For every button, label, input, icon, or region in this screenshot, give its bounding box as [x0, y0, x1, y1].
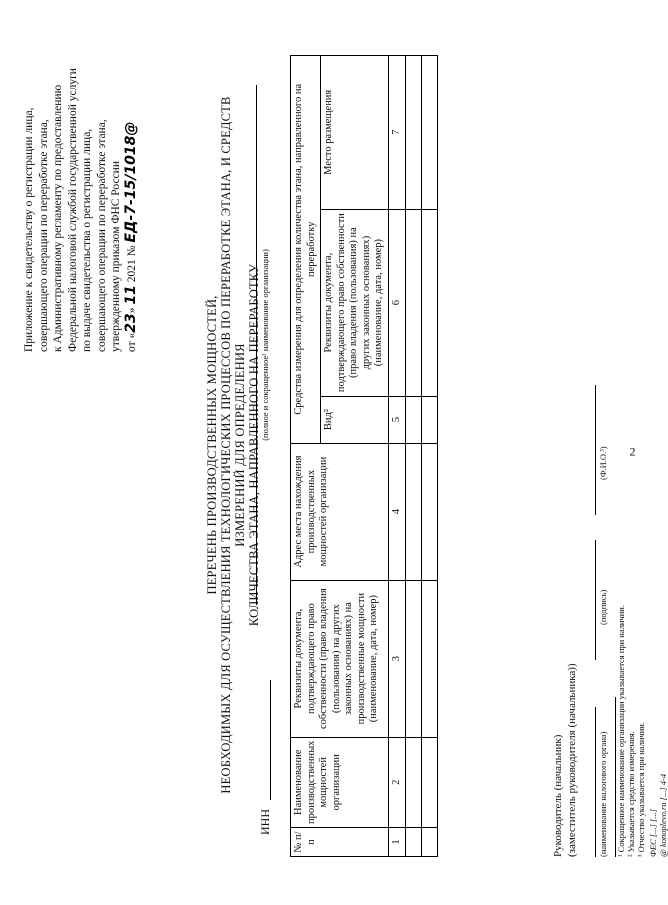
table-cell [406, 56, 422, 210]
title-line: НЕОБХОДИМЫХ ДЛЯ ОСУЩЕСТВЛЕНИЯ ТЕХНОЛОГИЧЕСКИХ ПРОЦЕССОВ ПО ПЕРЕРАБОТКЕ ЭТАНА, И СРЕДСТВ ИЗМЕРЕНИЙ ДЛЯ ОПРЕДЕЛЕНИЯ [219, 96, 247, 794]
table-row [422, 56, 438, 857]
table-cell [406, 737, 422, 827]
table-cell [422, 443, 438, 580]
table-row [406, 56, 422, 857]
th-num: № п/п [291, 828, 389, 857]
stamp-line: @ konoplevo.ru [...] 4-4 [658, 773, 668, 857]
date-year: 2021 № [125, 245, 138, 283]
title-line: ПЕРЕЧЕНЬ ПРОИЗВОДСТВЕННЫХ МОЩНОСТЕЙ, [205, 295, 219, 595]
stamp-line: ФЕС [...] [...] [648, 809, 658, 857]
appendix-line: Федеральной налоговой службой государственной услуги [66, 68, 79, 352]
appendix-line: по выдаче свидетельства о регистрации лица, [81, 128, 93, 352]
date-day-handwritten: 23 [122, 313, 139, 333]
tax-org-note: (наименование налогового органа) [598, 731, 608, 857]
date-number-handwritten: ЕД-7-15/1018@ [122, 121, 139, 243]
colnum-cell: 3 [388, 580, 406, 737]
appendix-line: совершающего операции по переработке этана, [37, 119, 50, 352]
table-header-row [291, 56, 321, 857]
page-number: 2 [629, 444, 636, 459]
sign-deputy: (заместитель руководителя (начальника)) [566, 663, 578, 857]
title-line: КОЛИЧЕСТВА ЭТАНА, НАПРАВЛЕННОГО НА ПЕРЕРАБОТКУ [247, 263, 261, 627]
tax-org-line [594, 707, 596, 857]
table-colnum-row [388, 56, 406, 857]
appendix-line: Приложение к свидетельству о регистрации лица, [23, 107, 35, 352]
table-cell [422, 56, 438, 210]
signature-line [594, 540, 596, 660]
inn-label: ИНН [258, 809, 272, 835]
table-cell [406, 209, 422, 396]
appendix-line: к Административному регламенту по предоставлению [52, 84, 64, 352]
colnum-cell: 7 [388, 56, 406, 210]
appendix-date-line: от «23» 11 2021 № ЕД-7-15/1018@ [122, 121, 139, 352]
table-cell [406, 580, 422, 737]
table-cell [406, 443, 422, 580]
colnum-cell: 6 [388, 209, 406, 396]
th-place: Место размещения [321, 56, 389, 210]
fio-line [594, 385, 596, 515]
stamp-text [648, 774, 668, 857]
th-address: Адрес места нахождения производственных мощностей организации [291, 443, 389, 580]
colnum-cell: 5 [388, 396, 406, 443]
colnum-cell: 1 [388, 828, 406, 857]
table-cell [422, 828, 438, 857]
table-cell [422, 396, 438, 443]
table-cell [406, 828, 422, 857]
th-measuring-means: Средства измерения для определения количества этана, направленного на переработку [291, 56, 321, 444]
org-name-line [244, 85, 257, 605]
org-name-note: (полное и сокращенное¹ наименование организации) [260, 249, 270, 441]
sign-head: Руководитель (начальник) [552, 734, 564, 857]
signature-note: (подпись) [598, 589, 608, 625]
colnum-cell: 4 [388, 443, 406, 580]
appendix-block [22, 32, 139, 352]
table-cell [422, 580, 438, 737]
footnote: ² Указывается средство измерения. [626, 731, 636, 857]
footnote: ¹ Сокращенное наименование организации указывается при наличии. [616, 605, 626, 857]
date-month-handwritten: 11 [122, 285, 139, 305]
table-cell [422, 209, 438, 396]
date-prefix: от [125, 341, 138, 352]
table-cell [422, 737, 438, 827]
fio-note: (Ф.И.О.³) [598, 446, 608, 480]
appendix-line: утвержденному приказом ФНС России [110, 161, 122, 352]
colnum-cell: 2 [388, 737, 406, 827]
table-cell [406, 396, 422, 443]
th-requisites: Реквизиты документа, подтверждающего право собственности (право владения (пользования) на других законных основаниях) на производственные мощности (наименование, дата, номер) [291, 580, 389, 737]
footnotes [616, 437, 646, 857]
th-name: Наименование производственных мощностей организации [291, 737, 389, 827]
th-means-requisites: Реквизиты документа, подтверждающего право собственности (право владения (пользования) на других законных основаниях) (наименование, дата, номер) [321, 209, 389, 396]
inn-line [270, 680, 271, 800]
th-kind: Вид² [321, 396, 389, 443]
capacity-table [290, 55, 438, 857]
appendix-line: совершающего операции по переработке этана, [95, 119, 108, 352]
footnote: ³ Отчество указывается при наличии. [636, 722, 646, 857]
